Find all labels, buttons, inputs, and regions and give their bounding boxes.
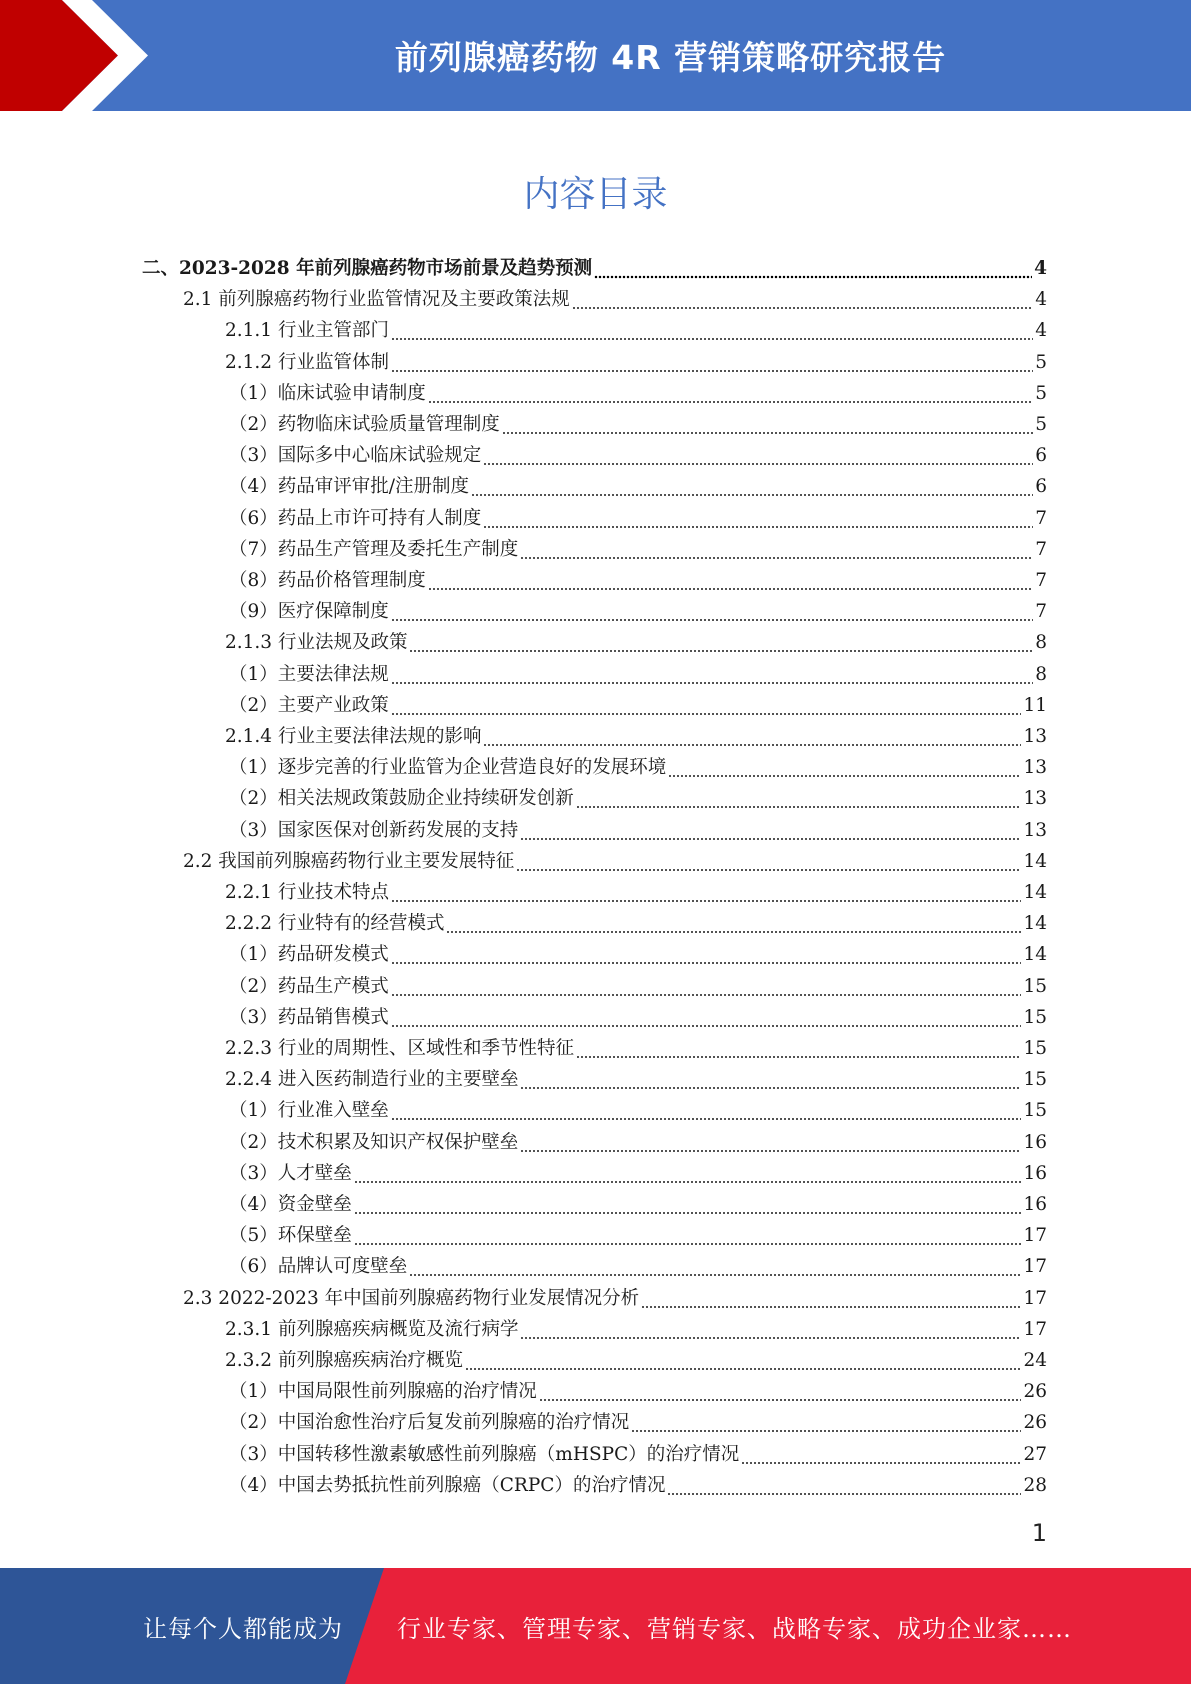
toc-entry[interactable] [225, 1314, 1047, 1345]
toc-entry[interactable] [229, 659, 1047, 690]
toc-entry-label: （2）中国治愈性治疗后复发前列腺癌的治疗情况 [229, 1412, 630, 1434]
toc-dot-leader [520, 1127, 1021, 1158]
toc-entry[interactable] [183, 846, 1047, 877]
toc-entry-label: （9）医疗保障制度 [229, 601, 389, 623]
toc-entry-page: 14 [1023, 850, 1047, 872]
toc-entry-page: 4 [1035, 289, 1047, 311]
toc-entry-page: 5 [1035, 351, 1047, 373]
toc-entry-page: 4 [1035, 320, 1047, 342]
toc-entry-label: （5）环保壁垒 [229, 1225, 352, 1247]
toc-dot-leader [572, 284, 1033, 315]
toc-entry-page: 13 [1023, 788, 1047, 810]
toc-entry-label: （1）行业准入壁垒 [229, 1100, 389, 1122]
toc-entry[interactable] [229, 1127, 1047, 1158]
toc-entry-page: 15 [1023, 1006, 1047, 1028]
toc-entry-page: 24 [1023, 1350, 1047, 1371]
toc-entry-label: （1）逐步完善的行业监管为企业营造良好的发展环境 [229, 757, 667, 779]
toc-dot-leader [409, 1251, 1021, 1282]
toc-entry[interactable] [229, 1251, 1047, 1282]
toc-entry[interactable] [229, 1376, 1047, 1407]
toc-entry[interactable] [183, 1283, 1047, 1314]
toc-entry-label: （1）主要法律法规 [229, 663, 389, 685]
toc-entry-label: 2.2.4 进入医药制造行业的主要壁垒 [225, 1069, 519, 1091]
toc-entry[interactable] [225, 908, 1047, 939]
toc-dot-leader [483, 440, 1033, 471]
toc-entry-page: 15 [1023, 1069, 1047, 1091]
toc-entry-label: （2）药品生产模式 [229, 975, 389, 997]
toc-entry-page: 15 [1023, 1038, 1047, 1059]
toc-entry-page: 26 [1023, 1412, 1047, 1434]
toc-dot-leader [516, 846, 1021, 877]
toc-entry[interactable] [229, 939, 1047, 970]
toc-entry[interactable] [229, 534, 1047, 565]
toc-entry-label: 2.2.1 行业技术特点 [225, 882, 389, 903]
toc-entry-page: 6 [1035, 445, 1047, 467]
toc-entry-label: （6）品牌认可度壁垒 [229, 1256, 408, 1278]
toc-dot-leader [483, 503, 1033, 534]
toc-entry[interactable] [225, 347, 1047, 378]
toc-entry-page: 14 [1023, 913, 1047, 935]
toc-entry-page: 27 [1023, 1443, 1047, 1465]
toc-entry[interactable] [229, 1220, 1047, 1251]
toc-entry-label: （1）中国局限性前列腺癌的治疗情况 [229, 1381, 537, 1403]
toc-entry[interactable] [229, 1470, 1047, 1501]
toc-heading: 内容目录 [523, 174, 668, 215]
toc-dot-leader [428, 565, 1033, 596]
toc-entry-page: 13 [1023, 819, 1047, 841]
toc-entry-label: （2）相关法规政策鼓励企业持续研发创新 [229, 788, 574, 810]
toc-entry-label: （8）药品价格管理制度 [229, 570, 426, 591]
toc-entry-label: （3）国家医保对创新药发展的支持 [229, 819, 519, 841]
toc-dot-leader [446, 908, 1021, 939]
toc-entry[interactable] [229, 409, 1047, 440]
toc-dot-leader [741, 1439, 1021, 1470]
toc-entry-page: 5 [1035, 382, 1047, 404]
toc-entry-page: 8 [1035, 663, 1047, 685]
toc-entry[interactable] [229, 596, 1047, 627]
toc-dot-leader [520, 1064, 1021, 1095]
toc-dot-leader [391, 971, 1022, 1002]
toc-entry-label: （2）技术积累及知识产权保护壁垒 [229, 1131, 519, 1153]
toc-dot-leader [391, 1095, 1022, 1126]
toc-entry-label: （7）药品生产管理及委托生产制度 [229, 538, 519, 560]
toc-entry-label: （3）人才壁垒 [229, 1162, 352, 1184]
toc-dot-leader [520, 815, 1021, 846]
toc-entry-page: 8 [1035, 632, 1047, 654]
footer-slogan-left: 让每个人都能成为 [143, 1614, 343, 1643]
toc-entry-page: 4 [1034, 258, 1047, 279]
toc-entry[interactable] [229, 815, 1047, 846]
toc-entry[interactable] [229, 503, 1047, 534]
toc-entry-page: 17 [1023, 1256, 1047, 1278]
toc-dot-leader [354, 1189, 1022, 1220]
toc-entry[interactable] [229, 1158, 1047, 1189]
toc-entry-label: （4）资金壁垒 [229, 1194, 352, 1215]
toc-entry-label: （1）药品研发模式 [229, 944, 389, 966]
toc-entry-page: 17 [1023, 1225, 1047, 1247]
toc-entry-label: 2.3.2 前列腺癌疾病治疗概览 [225, 1350, 463, 1371]
toc-entry[interactable] [229, 1407, 1047, 1438]
toc-dot-leader [465, 1345, 1021, 1376]
report-title: 前列腺癌药物 4R 营销策略研究报告 [394, 38, 947, 77]
toc-dot-leader [391, 877, 1021, 908]
toc-entry[interactable] [225, 315, 1047, 346]
toc-entry-page: 17 [1023, 1318, 1047, 1340]
toc-entry-page: 26 [1023, 1381, 1047, 1403]
toc-entry-page: 16 [1023, 1162, 1047, 1184]
toc-dot-leader [641, 1283, 1021, 1314]
footer-slogan-right: 行业专家、管理专家、营销专家、战略专家、成功企业家…… [397, 1614, 1072, 1643]
toc-dot-leader [483, 721, 1021, 752]
toc-entry-page: 14 [1023, 882, 1047, 903]
toc-entry-label: （6）药品上市许可持有人制度 [229, 507, 482, 529]
toc-entry[interactable] [229, 440, 1047, 471]
toc-entry[interactable] [229, 690, 1047, 721]
toc-entry-page: 16 [1023, 1194, 1047, 1215]
toc-entry-label: 2.1 前列腺癌药物行业监管情况及主要政策法规 [183, 289, 570, 311]
toc-entry-page: 7 [1035, 507, 1047, 529]
toc-dot-leader [576, 1033, 1021, 1064]
toc-entry-page: 15 [1023, 1100, 1047, 1122]
toc-entry[interactable] [229, 565, 1047, 596]
toc-dot-leader [539, 1376, 1022, 1407]
header-banner [0, 0, 1191, 111]
toc-entry-label: 2.2.2 行业特有的经营模式 [225, 913, 445, 935]
toc-entry[interactable] [225, 627, 1047, 658]
toc-dot-leader [354, 1158, 1022, 1189]
toc-entry[interactable] [229, 1189, 1047, 1220]
toc-entry[interactable] [225, 1033, 1047, 1064]
toc-dot-leader [391, 315, 1033, 346]
toc-dot-leader [391, 690, 1022, 721]
toc-dot-leader [471, 471, 1033, 502]
toc-entry-label: 2.1.3 行业法规及政策 [225, 632, 408, 654]
toc-entry-label: 2.1.1 行业主管部门 [225, 320, 389, 342]
toc-entry-label: 二、2023-2028 年前列腺癌药物市场前景及趋势预测 [142, 258, 593, 279]
toc-entry[interactable] [225, 877, 1047, 908]
toc-dot-leader [391, 1002, 1022, 1033]
toc-entry[interactable] [229, 783, 1047, 814]
toc-entry-page: 17 [1023, 1287, 1047, 1309]
toc-entry-label: （3）药品销售模式 [229, 1006, 389, 1028]
toc-entry[interactable] [229, 471, 1047, 502]
toc-dot-leader [354, 1220, 1022, 1251]
toc-dot-leader [576, 783, 1022, 814]
toc-entry[interactable] [225, 721, 1047, 752]
toc-entry[interactable] [229, 378, 1047, 409]
toc-entry-page: 13 [1023, 757, 1047, 779]
toc-dot-leader [391, 347, 1033, 378]
toc-entry-page: 28 [1023, 1474, 1047, 1496]
toc-entry[interactable] [229, 1095, 1047, 1126]
toc-entry-label: （3）国际多中心临床试验规定 [229, 445, 482, 467]
toc-entry-page: 7 [1035, 601, 1047, 623]
toc-entry-page: 7 [1035, 570, 1047, 591]
toc-entry-label: （2）主要产业政策 [229, 694, 389, 716]
toc-dot-leader [428, 378, 1033, 409]
toc-entry[interactable] [183, 284, 1047, 315]
toc-entry-label: 2.2 我国前列腺癌药物行业主要发展特征 [183, 850, 515, 872]
toc-entry[interactable] [225, 1064, 1047, 1095]
toc-entry-page: 16 [1023, 1131, 1047, 1153]
toc-entry[interactable] [142, 253, 1047, 284]
toc-entry-label: （3）中国转移性激素敏感性前列腺癌（mHSPC）的治疗情况 [229, 1443, 740, 1465]
toc-entry-label: 2.2.3 行业的周期性、区域性和季节性特征 [225, 1038, 574, 1059]
toc-dot-leader [667, 1470, 1021, 1501]
toc-dot-leader [391, 659, 1033, 690]
toc-entry-label: 2.3 2022-2023 年中国前列腺癌药物行业发展情况分析 [183, 1287, 640, 1309]
toc-entry-label: （1）临床试验申请制度 [229, 382, 426, 404]
toc-entry-page: 14 [1023, 944, 1047, 966]
toc-dot-leader [520, 534, 1033, 565]
page-number: 1 [1031, 1519, 1047, 1547]
toc-entry-label: （4）中国去势抵抗性前列腺癌（CRPC）的治疗情况 [229, 1474, 666, 1496]
toc-dot-leader [594, 253, 1032, 284]
toc-entry-page: 13 [1023, 726, 1047, 747]
toc-dot-leader [520, 1314, 1021, 1345]
toc-dot-leader [668, 752, 1021, 783]
toc-entry-label: 2.1.2 行业监管体制 [225, 351, 389, 373]
toc-entry-page: 5 [1035, 414, 1047, 435]
toc-dot-leader [631, 1407, 1021, 1438]
toc-entry-page: 11 [1023, 694, 1047, 716]
toc-entry-label: 2.1.4 行业主要法律法规的影响 [225, 726, 482, 747]
toc-dot-leader [409, 627, 1033, 658]
toc-entry-label: （2）药物临床试验质量管理制度 [229, 414, 500, 435]
toc-dot-leader [502, 409, 1033, 440]
toc-entry[interactable] [229, 971, 1047, 1002]
toc-entry-label: （4）药品审评审批/注册制度 [229, 476, 470, 498]
toc-entry-page: 15 [1023, 975, 1047, 997]
toc-dot-leader [391, 596, 1033, 627]
toc-entry-page: 7 [1035, 538, 1047, 560]
toc-entry[interactable] [229, 1439, 1047, 1470]
toc-entry[interactable] [229, 752, 1047, 783]
toc-entry-label: 2.3.1 前列腺癌疾病概览及流行病学 [225, 1318, 519, 1340]
header-arrow-graphic [0, 0, 160, 111]
toc-entry-page: 6 [1035, 476, 1047, 498]
toc-entry[interactable] [225, 1345, 1047, 1376]
toc-entry[interactable] [229, 1002, 1047, 1033]
footer-banner [0, 1568, 1191, 1684]
toc-dot-leader [391, 939, 1022, 970]
